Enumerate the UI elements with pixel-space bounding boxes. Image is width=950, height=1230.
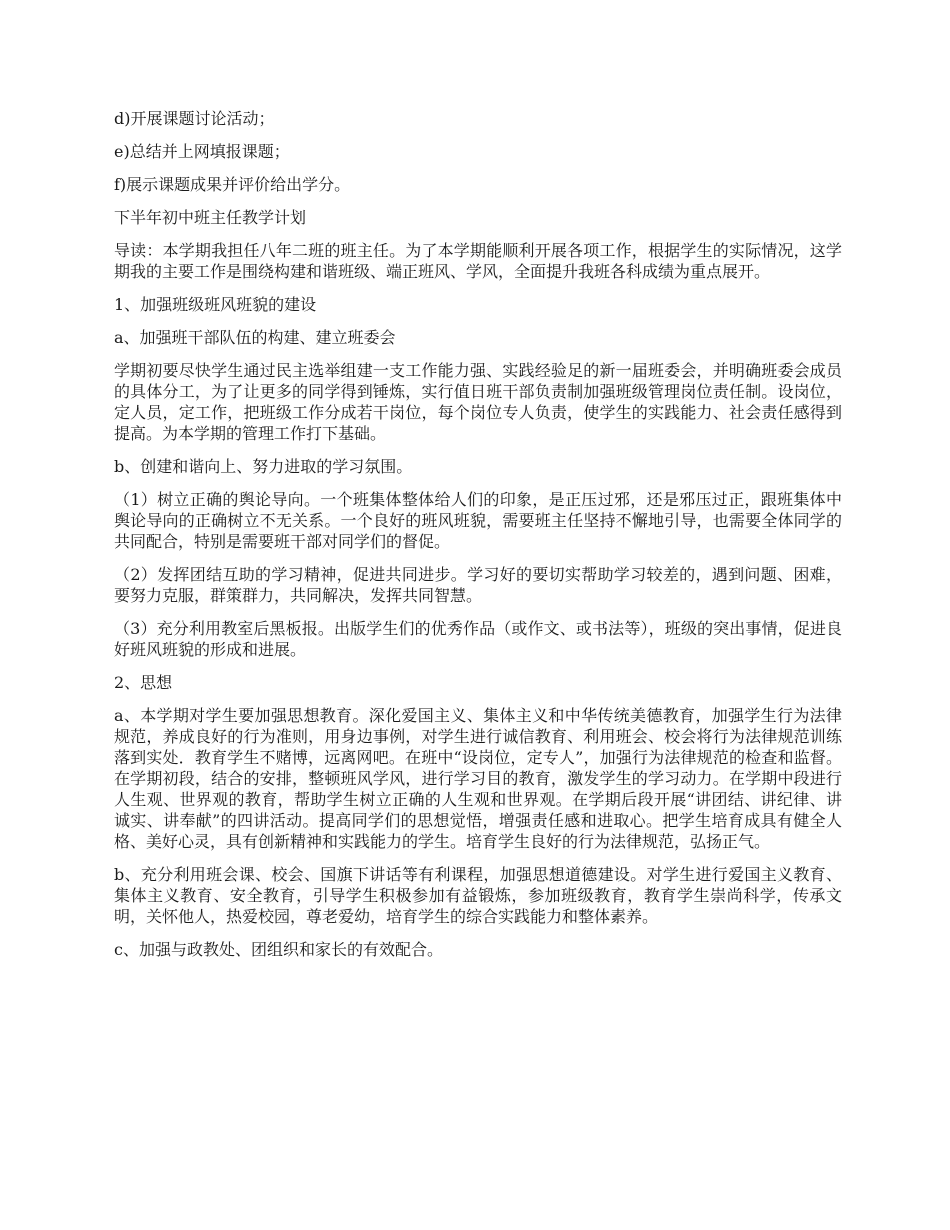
intro-paragraph: 导读：本学期我担任八年二班的班主任。为了本学期能顺利开展各项工作，根据学生的实际情况，这学期我的主要工作是围绕构建和谐班级、端正班风、学风，全面提升我班各科成绩为重点展开。 [114, 241, 842, 281]
body-paragraph: c、加强与政教处、团组织和家长的有效配合。 [114, 940, 443, 959]
body-paragraph: b、充分利用班会课、校会、国旗下讲话等有利课程，加强思想道德建设。对学生进行爱国主义教育、集体主义教育、安全教育，引导学生积极参加有益锻炼，参加班级教育，教育学生崇尚科学，传承文明，关怀他人，热爱校园，尊老爱幼，培育学生的综合实践能力和整体素养。 [114, 865, 842, 926]
section-heading-1: 1、加强班级班风班貌的建设 [114, 295, 317, 314]
body-paragraph: 学期初要尽快学生通过民主选举组建一支工作能力强、实践经验足的新一届班委会，并明确班委会成员的具体分工，为了让更多的同学得到锤炼，实行值日班干部负责制加强班级管理岗位责任制。设岗位，定人员，定工作，把班级工作分成若干岗位，每个岗位专人负责，使学生的实践能力、社会责任感得到提高。为本学期的管理工作打下基础。 [114, 361, 842, 443]
subheading-1a: a、加强班干部队伍的构建、建立班委会 [114, 328, 396, 347]
list-item-f: f)展示课题成果并评价给出学分。 [114, 175, 351, 194]
body-paragraph: （2）发挥团结互助的学习精神，促进共同进步。学习好的要切实帮助学习较差的，遇到问题、困难，要努力克服，群策群力，共同解决，发挥共同智慧。 [114, 565, 842, 605]
document-title: 下半年初中班主任教学计划 [114, 208, 307, 227]
body-paragraph: （1）树立正确的舆论导向。一个班集体整体给人们的印象，是正压过邪，还是邪压过正，跟班集体中舆论导向的正确树立不无关系。一个良好的班风班貌，需要班主任坚持不懈地引导，也需要全体同学的共同配合，特别是需要班干部对同学们的督促。 [114, 490, 842, 551]
body-paragraph: a、本学期对学生要加强思想教育。深化爱国主义、集体主义和中华传统美德教育，加强学生行为法律规范，养成良好的行为准则，用身边事例，对学生进行诚信教育、利用班会、校会将行为法律规范训练落到实处．教育学生不赌博，远离网吧。在班中“设岗位，定专人”，加强行为法律规范的检查和监督。在学期初段，结合的安排，整顿班风学风，进行学习目的教育，激发学生的学习动力。在学期中段进行人生观、世界观的教育，帮助学生树立正确的人生观和世界观。在学期后段开展“讲团结、讲纪律、讲诚实、讲奉献”的四讲活动。提高同学们的思想觉悟，增强责任感和进取心。把学生培育成具有健全人格、美好心灵，具有创新精神和实践能力的学生。培育学生良好的行为法律规范，弘扬正气。 [114, 706, 842, 851]
section-heading-2: 2、思想 [114, 673, 173, 692]
body-paragraph: （3）充分利用教室后黑板报。出版学生们的优秀作品（或作文、或书法等），班级的突出事情，促进良好班风班貌的形成和进展。 [114, 619, 842, 659]
list-item-d: d)开展课题讨论活动； [114, 109, 275, 128]
subheading-1b: b、创建和谐向上、努力进取的学习氛围。 [114, 457, 413, 476]
document-page [114, 108, 842, 972]
list-item-e: e)总结并上网填报课题； [114, 142, 290, 161]
